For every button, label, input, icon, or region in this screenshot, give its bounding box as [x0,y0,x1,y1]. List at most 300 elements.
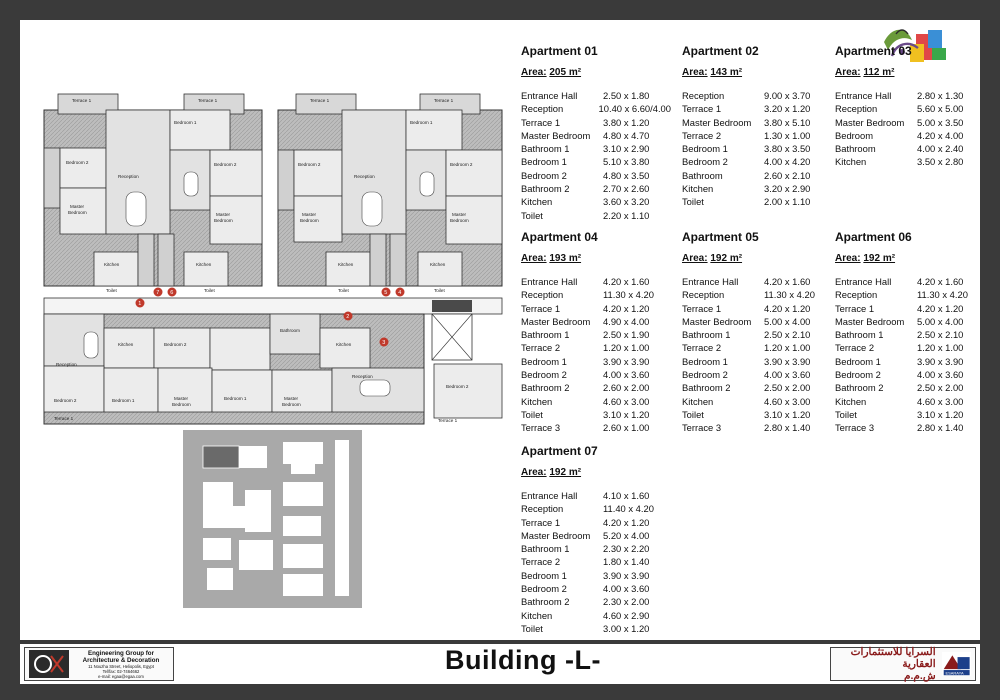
room-name: Entrance Hall [835,90,892,101]
plan-label: Bedroom [300,218,319,223]
room-name: Reception [835,103,878,115]
apartment-card [682,230,832,435]
plan-label: Toilet [338,288,349,293]
room-dimensions: 9.00 x 3.70 [764,90,811,101]
room-row [521,529,671,542]
room-row [682,328,832,341]
room-name: Entrance Hall [521,490,578,501]
room-row [521,408,671,421]
developer-arabic-name: السرايا للاستثمارات العقارية [850,646,936,670]
plan-label: Terrace 1 [54,416,74,421]
plan-label: Master [284,396,299,401]
room-dimensions: 2.50 x 2.00 [917,382,964,394]
room-name: Terrace 2 [835,342,875,354]
room-name: Terrace 2 [682,129,722,141]
room-dimensions: 2.80 x 1.30 [917,90,964,101]
apartment-card [682,44,832,209]
room-dimensions: 4.20 x 1.60 [603,276,650,287]
room-dimensions: 2.50 x 1.80 [603,90,650,101]
room-list [682,275,832,435]
room-name: Bathroom 1 [521,543,570,555]
room-name: Master Bedroom [521,529,591,541]
plan-label: Master [70,204,85,209]
room-dimensions: 4.60 x 3.00 [603,395,650,407]
plan-label: Toilet [434,288,445,293]
room-dimensions: 4.20 x 1.20 [603,302,650,314]
room-name: Bathroom 2 [521,596,570,608]
room-name: Terrace 1 [835,302,875,314]
plan-label: Bedroom 2 [164,342,187,347]
room-dimensions: 3.50 x 2.80 [917,156,964,168]
room-row [835,341,985,354]
stair-block [432,300,472,312]
marker-label: 3 [382,340,386,346]
room-dimensions: 4.10 x 1.60 [603,490,650,501]
room-row [521,381,671,394]
room-row [835,395,985,408]
area-label: Area: [682,253,708,264]
room-dimensions: 4.20 x 1.20 [917,302,964,314]
room-dimensions: 4.00 x 4.20 [764,156,811,168]
room-dimensions: 5.10 x 3.80 [603,156,650,168]
room-name: Kitchen [682,395,714,407]
title-block-footer [20,644,980,684]
room-row [835,275,985,288]
room-row [521,489,671,502]
room-row [521,595,671,608]
plan-label: Bedroom [214,218,233,223]
room-name: Entrance Hall [835,276,892,287]
room-row [835,355,985,368]
plan-label: Kitchen [118,342,134,347]
room-row [521,582,671,595]
room-row [521,142,671,155]
apartment-card [835,44,985,169]
room-row [682,315,832,328]
plan-label: Bedroom 2 [214,162,237,167]
room-name: Master Bedroom [682,315,752,327]
upper-left-block [44,94,262,293]
room-name: Kitchen [521,196,553,208]
room-row [835,155,985,168]
room-name: Master Bedroom [521,315,591,327]
area-value: 193 m² [549,253,582,264]
room-row [521,421,671,434]
room-row [521,302,671,315]
room-name: Kitchen [835,156,867,168]
room-row [521,502,671,515]
marker-label: 7 [156,290,160,296]
room-dimensions: 3.20 x 1.20 [764,103,811,115]
plan-label: Terrace 1 [438,418,458,423]
room-dimensions: 3.90 x 3.90 [603,569,650,581]
room-row [835,328,985,341]
room-dimensions: 1.20 x 1.00 [917,342,964,354]
room-row [521,169,671,182]
plan-label: Bedroom [450,218,469,223]
room-row [682,142,832,155]
plan-label: Terrace 1 [310,98,330,103]
room-dimensions: 2.00 x 1.10 [764,196,811,208]
room-dimensions: 4.20 x 1.20 [603,516,650,528]
room-name: Terrace 3 [521,422,561,434]
area-label: Area: [835,253,861,264]
room-row [835,116,985,129]
room-dimensions: 2.80 x 1.40 [764,422,811,434]
room-dimensions: 4.20 x 1.60 [917,276,964,287]
room-list [521,489,671,635]
room-dimensions: 4.60 x 3.00 [917,395,964,407]
plan-label: Master [216,212,231,217]
room-name: Reception [521,289,564,301]
room-dimensions: 5.00 x 4.00 [917,315,964,327]
room-name: Terrace 2 [682,342,722,354]
room-dimensions: 2.70 x 2.60 [603,183,650,195]
brand-logo-text: ESARAYA [945,670,964,676]
room-row [682,195,832,208]
room-dimensions: 1.30 x 1.00 [764,129,811,141]
area-label: Area: [521,67,547,78]
room-name: Bathroom 1 [521,143,570,155]
room-row [521,368,671,381]
plan-label: Master [174,396,189,401]
room-row [521,275,671,288]
room-dimensions: 1.20 x 1.00 [764,342,811,354]
room-list [521,275,671,435]
room-dimensions: 4.00 x 3.60 [603,369,650,381]
apartment-card [521,444,671,635]
room-row [682,155,832,168]
room-row [835,89,985,102]
plan-label: Master [452,212,467,217]
room-dimensions: 4.20 x 4.00 [917,129,964,141]
area-label: Area: [682,67,708,78]
room-row [521,195,671,208]
room-row [521,129,671,142]
plan-label: Bedroom 2 [446,384,469,389]
plan-label: Kitchen [430,262,446,267]
room-row [521,116,671,129]
marker-label: 1 [138,301,142,307]
room-row [682,408,832,421]
room-row [521,609,671,622]
room-list [835,275,985,435]
plan-label: Toilet [106,288,117,293]
room-name: Reception [521,503,564,515]
apartment-area [682,67,832,78]
room-row [521,102,671,115]
room-row [682,169,832,182]
room-dimensions: 3.10 x 1.20 [603,408,650,420]
room-name: Reception [835,289,878,301]
room-dimensions: 3.90 x 3.90 [917,355,964,367]
room-name: Terrace 1 [521,302,561,314]
room-dimensions: 4.20 x 1.60 [764,276,811,287]
room-dimensions: 4.00 x 3.60 [603,583,650,595]
room-name: Toilet [521,209,543,221]
room-row [835,142,985,155]
room-dimensions: 2.30 x 2.20 [603,543,650,555]
plan-label: Kitchen [104,262,120,267]
plan-label: Bedroom 2 [54,398,77,403]
room-dimensions: 2.50 x 1.90 [603,329,650,341]
room-list [835,89,985,169]
room-list [521,89,671,222]
company-logo-block [24,647,174,681]
area-value: 192 m² [549,467,582,478]
room-name: Bedroom 2 [521,583,567,595]
room-row [835,381,985,394]
site-key-plan [183,430,362,608]
room-name: Terrace 2 [521,556,561,568]
esaraya-emblem-icon [942,650,971,678]
plan-label: Terrace 1 [72,98,92,103]
plan-label: Bedroom 1 [174,120,197,125]
company-address: 11 Nouzha Street, Heliopolis, Egypt [88,663,154,669]
apartment-area [835,67,985,78]
plan-label: Bedroom 1 [112,398,135,403]
room-name: Bedroom 2 [682,156,728,168]
company-text [69,650,173,679]
room-dimensions: 11.30 x 4.20 [917,289,968,301]
room-row [521,622,671,635]
highlighted-building [203,446,239,468]
room-row [682,288,832,301]
area-label: Area: [835,67,861,78]
company-email: e-mail: egaa@egaa.com [98,673,144,679]
room-row [682,355,832,368]
room-dimensions: 4.00 x 3.60 [917,369,964,381]
plan-label: Bedroom [68,210,87,215]
room-name: Terrace 3 [835,422,875,434]
room-name: Reception [521,103,564,115]
marker-label: 5 [384,290,388,296]
room-name: Bathroom 1 [682,329,731,341]
room-row [682,421,832,434]
plan-label: Bedroom [172,402,191,407]
apartment-card [835,230,985,435]
room-name: Bedroom 2 [682,369,728,381]
apartment-area [835,253,985,264]
room-dimensions: 2.60 x 1.00 [603,422,650,434]
room-dimensions: 1.80 x 1.40 [603,556,650,568]
room-row [682,395,832,408]
plan-label: Kitchen [336,342,352,347]
plan-label: Bedroom 2 [450,162,473,167]
room-row [835,302,985,315]
plan-label: Master [302,212,317,217]
room-row [682,182,832,195]
room-name: Kitchen [521,395,553,407]
room-name: Bathroom [835,143,876,155]
plan-label: Kitchen [338,262,354,267]
room-row [682,116,832,129]
room-name: Bedroom 1 [521,156,567,168]
room-dimensions: 3.00 x 1.20 [603,622,650,634]
room-name: Bedroom 2 [521,369,567,381]
plan-label: Kitchen [196,262,212,267]
room-row [682,275,832,288]
room-dimensions: 4.00 x 3.60 [764,369,811,381]
room-dimensions: 2.50 x 2.10 [764,329,811,341]
developer-arabic-sub: ش.م.م [903,670,936,682]
room-dimensions: 5.00 x 3.50 [917,116,964,128]
plan-label: Terrace 1 [198,98,218,103]
room-row [521,516,671,529]
marker-label: 6 [170,290,174,296]
room-row [521,341,671,354]
apartment-title: Apartment 04 [521,230,598,244]
room-dimensions: 2.50 x 2.10 [917,329,964,341]
room-dimensions: 11.30 x 4.20 [764,289,815,301]
room-dimensions: 5.20 x 4.00 [603,529,650,541]
apartment-area [682,253,832,264]
room-dimensions: 10.40 x 6.60/4.00 [598,103,671,115]
room-name: Entrance Hall [521,90,578,101]
room-name: Bathroom 1 [835,329,884,341]
room-name: Terrace 2 [521,342,561,354]
room-dimensions: 4.80 x 3.50 [603,169,650,181]
room-row [682,302,832,315]
plan-label: Bedroom 1 [224,396,247,401]
room-name: Kitchen [682,183,714,195]
room-dimensions: 4.90 x 4.00 [603,315,650,327]
room-dimensions: 5.00 x 4.00 [764,315,811,327]
area-value: 143 m² [710,67,743,78]
room-dimensions: 2.50 x 2.00 [764,382,811,394]
room-name: Master Bedroom [835,116,905,128]
room-name: Bedroom 1 [521,355,567,367]
room-name: Bathroom 2 [835,382,884,394]
room-name: Bathroom 2 [682,382,731,394]
room-dimensions: 3.80 x 5.10 [764,116,811,128]
room-name: Terrace 1 [682,103,722,115]
room-dimensions: 2.80 x 1.40 [917,422,964,434]
room-dimensions: 3.10 x 1.20 [764,408,811,420]
room-name: Bathroom [682,169,723,181]
room-row [682,381,832,394]
room-name: Terrace 1 [521,116,561,128]
room-row [521,542,671,555]
room-dimensions: 4.00 x 2.40 [917,143,964,155]
room-row [521,355,671,368]
egad-logo-icon [29,650,69,678]
room-name: Toilet [521,408,543,420]
area-label: Area: [521,253,547,264]
room-row [682,341,832,354]
drawing-sheet [20,20,980,640]
room-name: Bathroom 2 [521,183,570,195]
room-name: Entrance Hall [682,276,739,287]
room-row [521,315,671,328]
area-value: 205 m² [549,67,582,78]
room-name: Terrace 1 [682,302,722,314]
room-row [835,368,985,381]
plan-label: Bedroom 2 [298,162,321,167]
room-name: Bathroom 2 [521,382,570,394]
room-row [521,555,671,568]
room-name: Reception [682,289,725,301]
room-name: Toilet [521,622,543,634]
room-dimensions: 4.60 x 2.90 [603,609,650,621]
area-value: 192 m² [710,253,743,264]
room-dimensions: 3.10 x 2.90 [603,143,650,155]
room-row [835,315,985,328]
apartment-title: Apartment 06 [835,230,912,244]
room-dimensions: 2.60 x 2.00 [603,382,650,394]
room-name: Bedroom 1 [521,569,567,581]
room-dimensions: 3.90 x 3.90 [764,355,811,367]
plan-label: Bedroom 2 [66,160,89,165]
room-name: Entrance Hall [521,276,578,287]
room-dimensions: 3.60 x 3.20 [603,196,650,208]
building-title: Building -L- [445,645,601,675]
room-name: Terrace 3 [682,422,722,434]
room-name: Toilet [835,408,857,420]
marker-label: 2 [346,314,350,320]
room-row [521,89,671,102]
marker-label: 4 [398,290,402,296]
plan-label: Reception [354,174,375,179]
apartment-area [521,253,671,264]
plan-label: Reception [56,362,77,367]
room-row [682,89,832,102]
plan-label: Bedroom 1 [410,120,433,125]
room-row [521,209,671,222]
apartment-area [521,467,671,478]
room-name: Bedroom [835,129,874,141]
company-line-2: Architecture & Decoration [82,656,160,664]
room-name: Bedroom 2 [521,169,567,181]
room-row [835,421,985,434]
room-name: Reception [682,90,725,101]
apartment-card [521,230,671,435]
room-row [521,328,671,341]
room-row [682,129,832,142]
floor-plan-drawing [34,88,512,433]
room-dimensions: 3.20 x 2.90 [764,183,811,195]
room-name: Kitchen [521,609,553,621]
plan-label: Reception [352,374,373,379]
room-list [682,89,832,209]
apartment-area [521,67,671,78]
room-dimensions: 3.80 x 3.50 [764,143,811,155]
room-name: Bathroom 1 [521,329,570,341]
room-name: Bedroom 2 [835,369,881,381]
room-dimensions: 4.20 x 1.20 [764,302,811,314]
apartment-title: Apartment 03 [835,44,912,58]
plan-label: Terrace 1 [434,98,454,103]
area-label: Area: [521,467,547,478]
room-dimensions: 2.20 x 1.10 [603,209,650,221]
room-dimensions: 11.40 x 4.20 [603,503,654,515]
room-name: Bedroom 1 [835,355,881,367]
room-name: Bedroom 1 [682,355,728,367]
room-dimensions: 5.60 x 5.00 [917,103,964,115]
area-value: 112 m² [863,67,895,78]
room-dimensions: 11.30 x 4.20 [603,289,654,301]
company-line-1: Engineering Group for [88,649,154,657]
room-name: Toilet [682,196,704,208]
room-row [521,182,671,195]
room-row [835,408,985,421]
room-row [521,288,671,301]
room-row [835,102,985,115]
room-dimensions: 2.60 x 2.10 [764,169,811,181]
room-dimensions: 3.10 x 1.20 [917,408,964,420]
room-row [682,368,832,381]
room-dimensions: 1.20 x 1.00 [603,342,650,354]
